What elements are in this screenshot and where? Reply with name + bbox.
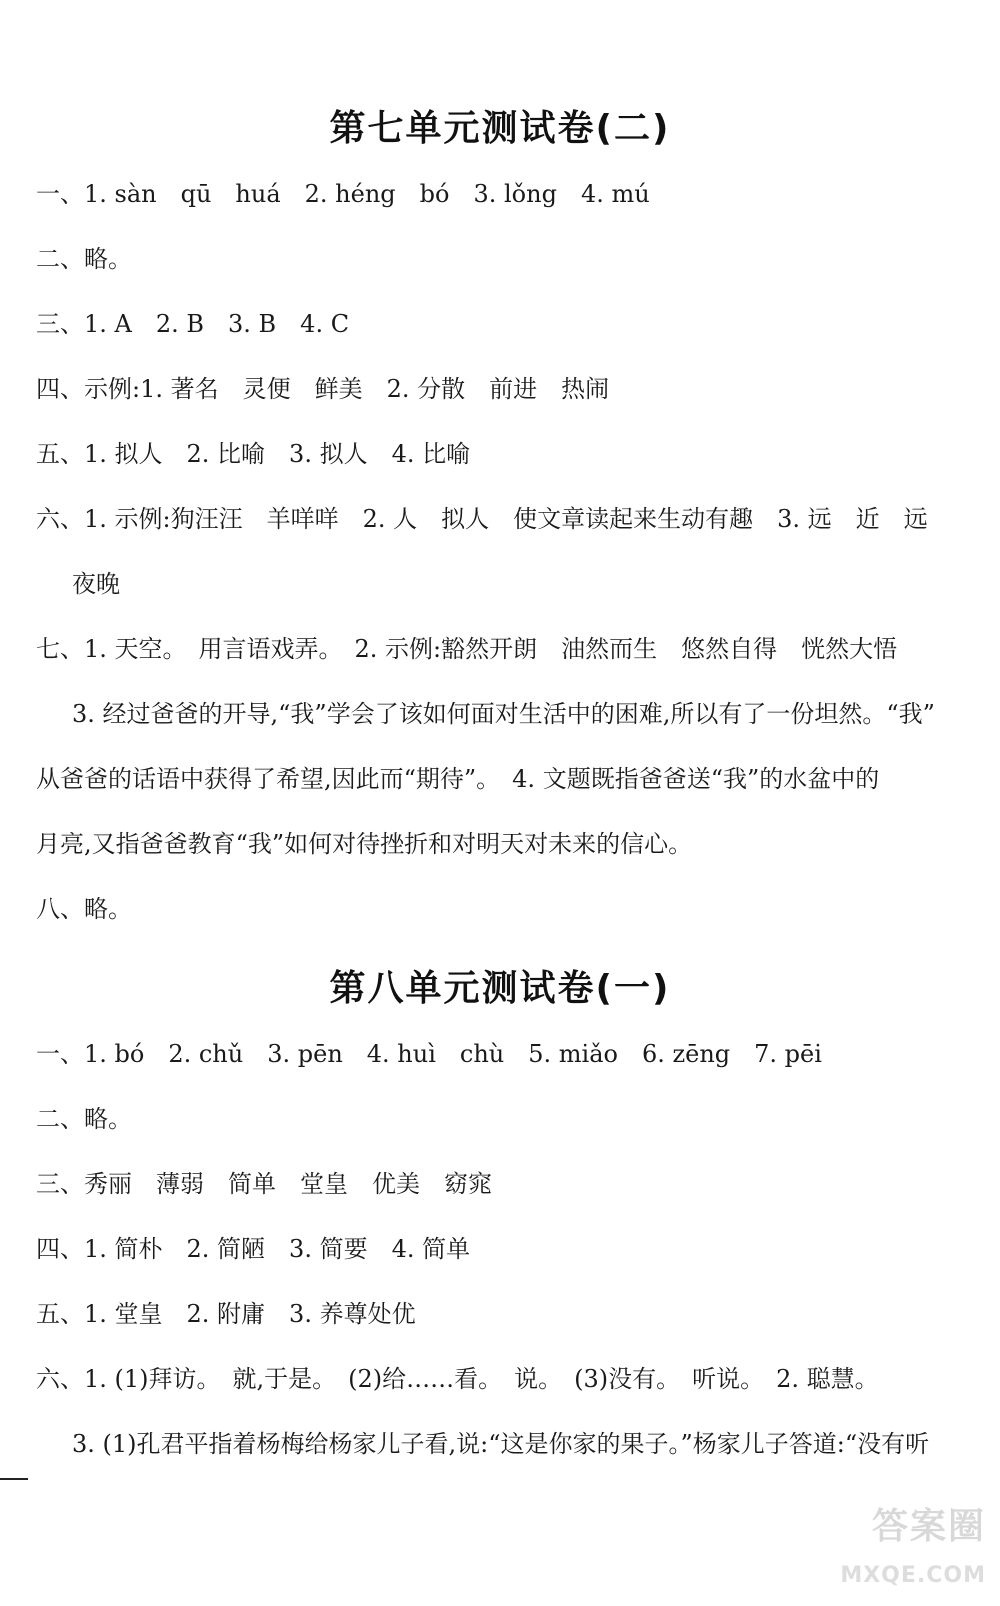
answer-line-7-7b: 3. 经过爸爸的开导,“我”学会了该如何面对生活中的困难,所以有了一份坦然。“我” <box>72 700 935 728</box>
answer-line-7-7a: 七、1. 天空。 用言语戏弄。 2. 示例:豁然开朗 油然而生 悠然自得 恍然大悟 <box>36 635 898 663</box>
answer-line-8-3: 三、秀丽 薄弱 简单 堂皇 优美 窈窕 <box>36 1170 492 1198</box>
answer-line-7-8: 八、略。 <box>36 895 132 923</box>
answer-line-7-3: 三、1. A 2. B 3. B 4. C <box>36 310 350 338</box>
answer-line-7-6b: 夜晚 <box>72 570 120 598</box>
watermark-domain: MXQE.COM <box>840 1563 986 1588</box>
section-title-unit7-test2: 第七单元测试卷(二) <box>329 108 671 149</box>
answer-line-8-2: 二、略。 <box>36 1105 132 1133</box>
answer-line-7-7c: 从爸爸的话语中获得了希望,因此而“期待”。 4. 文题既指爸爸送“我”的水盆中的 <box>36 765 880 793</box>
answer-line-8-5: 五、1. 堂皇 2. 附庸 3. 养尊处优 <box>36 1300 416 1328</box>
answer-line-8-6a: 六、1. (1)拜访。 就,于是。 (2)给……看。 说。 (3)没有。 听说。 2. 聪慧。 <box>36 1365 879 1393</box>
section-title-unit8-test1: 第八单元测试卷(一) <box>329 968 671 1009</box>
watermark-logo <box>836 1498 986 1588</box>
answer-line-7-5: 五、1. 拟人 2. 比喻 3. 拟人 4. 比喻 <box>36 440 471 468</box>
answer-line-8-4: 四、1. 简朴 2. 简陋 3. 简要 4. 简单 <box>36 1235 471 1263</box>
answer-line-7-1: 一、1. sàn qū huá 2. héng bó 3. lǒng 4. mú <box>36 180 650 208</box>
watermark-text: 答案圈 <box>871 1506 986 1547</box>
bottom-left-rule <box>0 1478 28 1480</box>
answer-line-7-2: 二、略。 <box>36 245 132 273</box>
answer-line-8-1: 一、1. bó 2. chǔ 3. pēn 4. huì chù 5. miǎo 6. zēng 7. pēi <box>36 1040 822 1068</box>
answer-line-7-6a: 六、1. 示例:狗汪汪 羊咩咩 2. 人 拟人 使文章读起来生动有趣 3. 远 近 远 <box>36 505 928 533</box>
answer-line-7-4: 四、示例:1. 著名 灵便 鲜美 2. 分散 前进 热闹 <box>36 375 610 403</box>
answer-line-8-6b: 3. (1)孔君平指着杨梅给杨家儿子看,说:“这是你家的果子。”杨家儿子答道:“没有听 <box>72 1430 930 1458</box>
answer-line-7-7d: 月亮,又指爸爸教育“我”如何对待挫折和对明天对未来的信心。 <box>36 830 693 858</box>
